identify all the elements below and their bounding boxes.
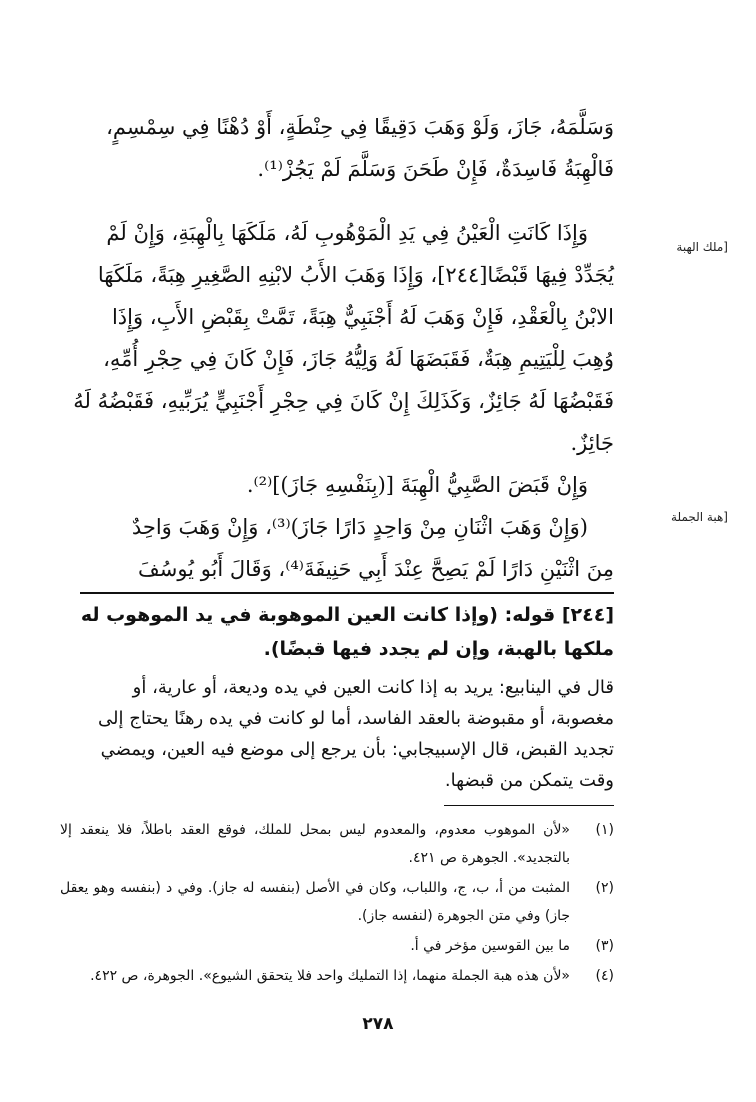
footnote-number: (١) xyxy=(595,822,614,838)
footnote-text: المثبت من أ، ب، ج، واللباب، وكان في الأصل (بنفسه له جاز). وفي د (بنفسه وهو يعقل جاز) وفي متن الجوهرة (لنفسه جاز). xyxy=(60,880,570,924)
side-note-gift-ownership: [ملك الهبة xyxy=(676,240,728,254)
footnote-text: «لأن هذه هبة الجملة منهما، إذا التمليك واحد فلا يتحقق الشيوع». الجوهرة، ص ٤٢٢. xyxy=(90,968,570,984)
main-line: مِنَ اثْنَيْنِ دَارًا لَمْ يَصِحَّ عِنْدَ أَبِي حَنِيفَةَ⁽⁴⁾، وَقَالَ أَبُو يُوسُفَ xyxy=(138,557,614,581)
footnote xyxy=(60,874,614,930)
commentary-divider xyxy=(80,592,614,594)
main-line: وَإِذَا كَانَتِ الْعَيْنُ فِي يَدِ الْمَوْهُوبِ لَهُ، مَلَكَهَا بِالْهِبَةِ، وَإِنْ لَمْ xyxy=(106,221,588,245)
commentary-heading: [٢٤٤] قوله: (وإذا كانت العين الموهوبة في يد الموهوب له ملكها بالهبة، وإن لم يجدد فيها قبضًا). xyxy=(80,604,614,660)
footnote xyxy=(60,962,614,990)
main-line: يُجَدِّدْ فِيهَا قَبْضًا[٢٤٤]، وَإِذَا وَهَبَ الأَبُ لابْنِهِ الصَّغِيرِ هِبَةً، مَلَكَهَا xyxy=(97,263,614,287)
main-line: الابْنُ بِالْعَقْدِ، فَإِنْ وَهَبَ لَهُ أَجْنَبِيٌّ هِبَةً، تَمَّتْ بِقَبْضِ الأَبِ، وَإِذَا xyxy=(111,305,614,329)
footnotes xyxy=(60,816,614,992)
main-line: فَالْهِبَةُ فَاسِدَةٌ، فَإِنْ طَحَنَ وَسَلَّمَ لَمْ يَجُزْ⁽¹⁾. xyxy=(257,157,614,181)
footnote xyxy=(60,932,614,960)
main-line: وَإِنْ قَبَضَ الصَّبِيُّ الْهِبَةَ [(بِنَفْسِهِ جَازَ)]⁽²⁾. xyxy=(246,473,588,497)
main-text xyxy=(73,106,614,590)
footnote-text: «لأن الموهوب معدوم، والمعدوم ليس بمحل للملك، فوقع العقد باطلاً، فلا ينعقد إلا بالتجديد». الجوهرة ص ٤٢١. xyxy=(60,822,570,866)
footnote xyxy=(60,816,614,872)
footnote-number: (٤) xyxy=(595,968,614,984)
page-number: ٢٧٨ xyxy=(362,1014,394,1034)
footnote-number: (٢) xyxy=(595,880,614,896)
commentary-body: قال في الينابيع: يريد به إذا كانت العين في يده وديعة، أو عارية، أو مغصوبة، أو مقبوضة بالعقد الفاسد، أما لو كانت في يده رهنًا يحتاج إلى تجديد القبض، قال الإسبيجابي: بأن يرجع إلى موضع فيه العين، ويمضي وقت يتمكن من قبضها. xyxy=(98,677,614,791)
footnotes-divider xyxy=(444,805,614,806)
commentary xyxy=(80,598,614,796)
side-note-bulk-gift: [هبة الجملة xyxy=(671,510,728,524)
main-line: وَسَلَّمَهُ، جَازَ، وَلَوْ وَهَبَ دَقِيقًا فِي حِنْطَةٍ، أَوْ دُهْنًا فِي سِمْسِمٍ، xyxy=(106,115,614,139)
main-line: فَقَبْضُهَا لَهُ جَائِزٌ، وَكَذَلِكَ إِنْ كَانَ فِي حِجْرِ أَجْنَبِيٍّ يُرَبِّيهِ، فَقَبْضُهُ لَهُ xyxy=(73,389,614,413)
main-line: وُهِبَ لِلْيَتِيمِ هِبَةٌ، فَقَبَضَهَا لَهُ وَلِيُّهُ جَازَ، فَإِنْ كَانَ فِي حِجْرِ أُمِّهِ، xyxy=(103,347,614,371)
footnote-number: (٣) xyxy=(595,938,614,954)
main-line: جَائِزٌ. xyxy=(570,431,614,455)
main-line: (وَإِنْ وَهَبَ اثْنَانِ مِنْ وَاحِدٍ دَارًا جَازَ)⁽³⁾، وَإِنْ وَهَبَ وَاحِدٌ xyxy=(131,515,588,539)
footnote-text: ما بين القوسين مؤخر في أ. xyxy=(410,938,570,954)
